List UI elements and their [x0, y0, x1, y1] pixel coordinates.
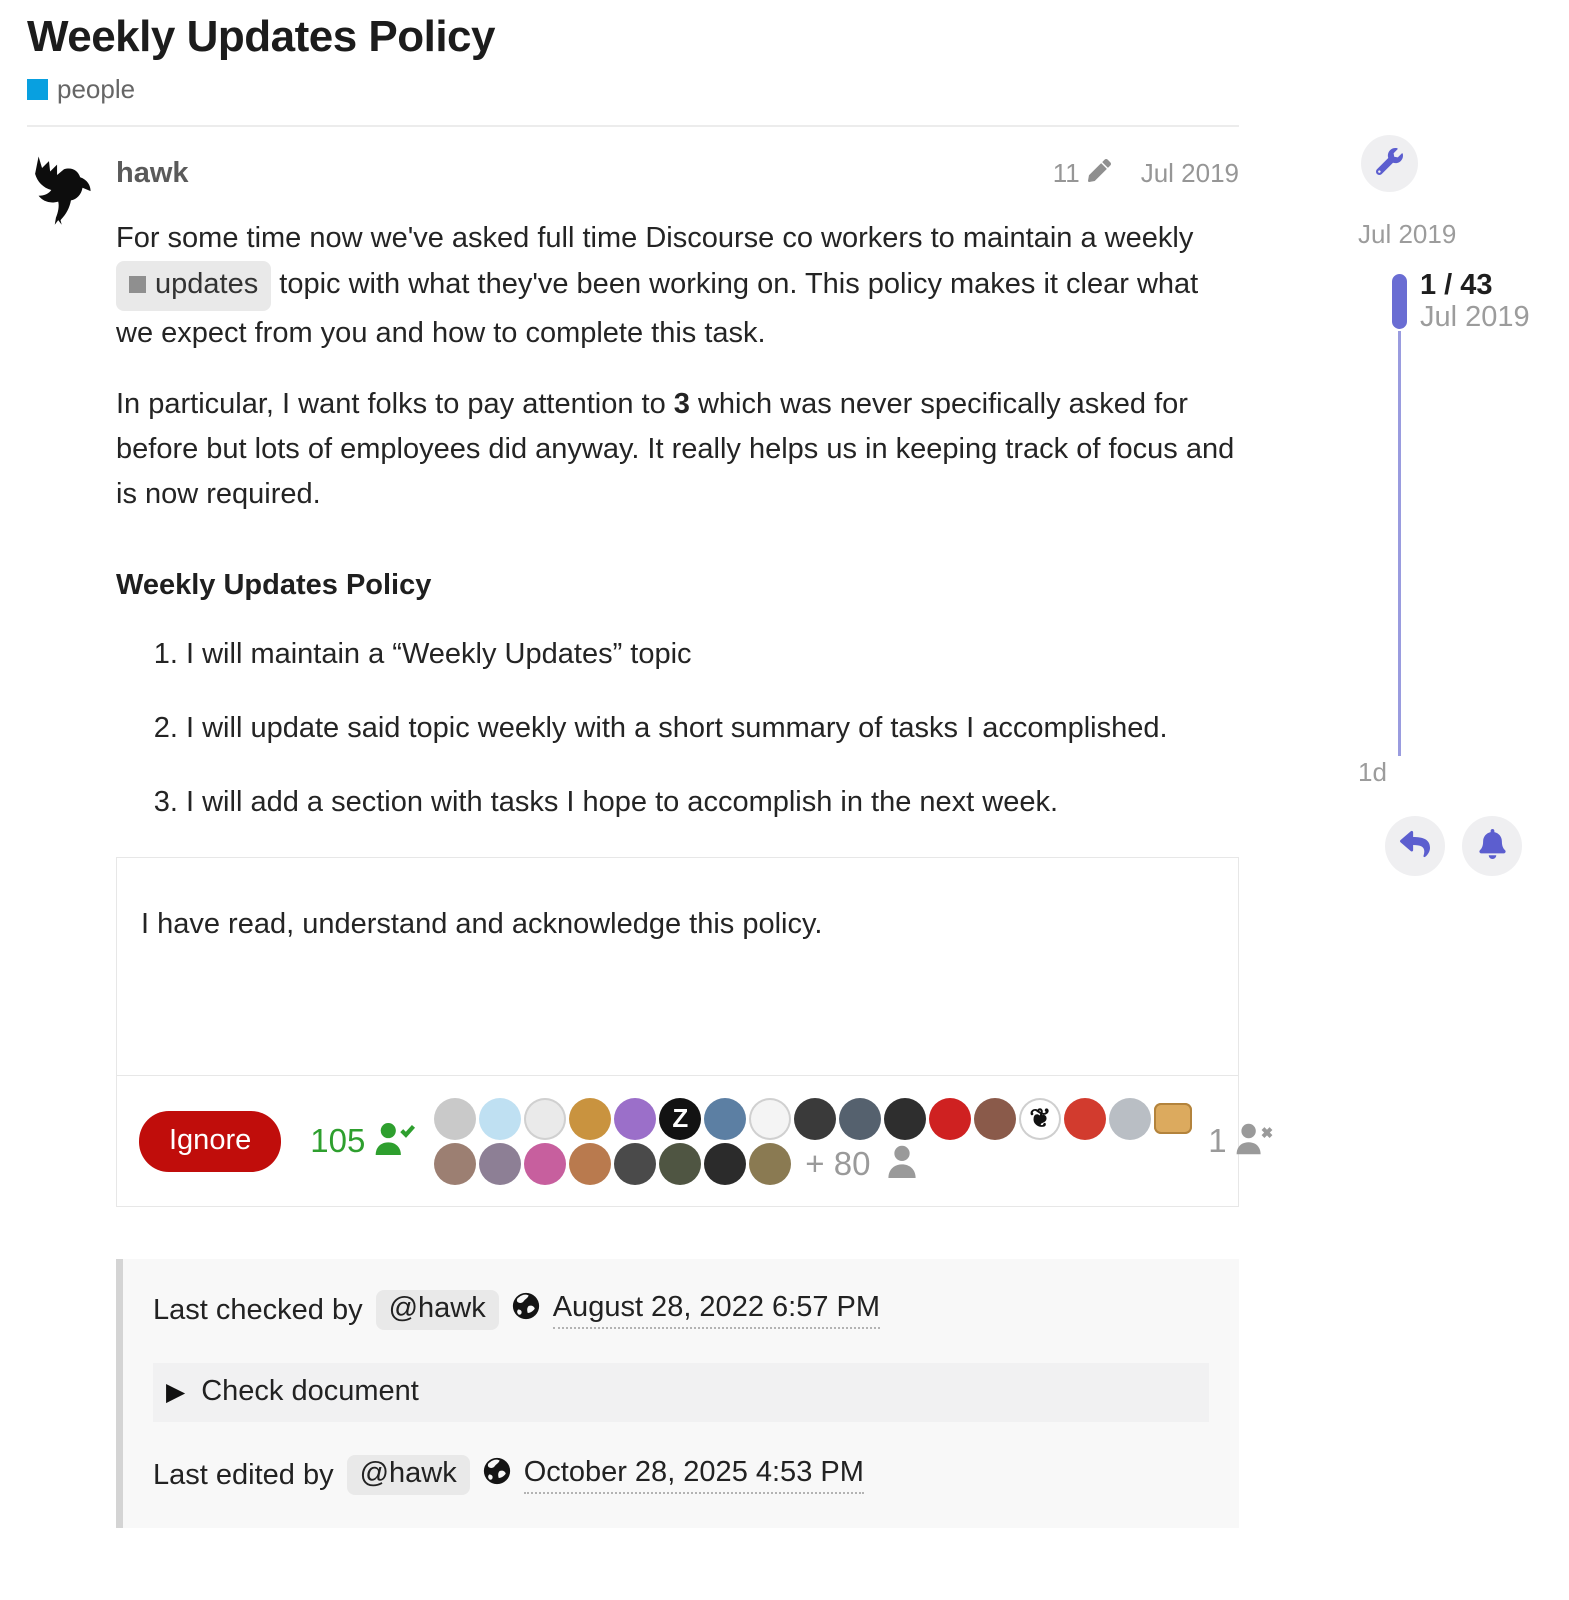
post [27, 153, 1239, 1528]
post-date: Jul 2019 [1140, 158, 1239, 188]
member-avatar[interactable] [1064, 1098, 1106, 1140]
list-item: 2. I will update said topic weekly with a short summary of tasks I accomplished. [186, 706, 1239, 751]
edit-count: 11 [1052, 158, 1080, 188]
member-avatar[interactable] [884, 1098, 926, 1140]
accepted-count: 105 [310, 1122, 366, 1159]
poster-avatar[interactable] [27, 153, 101, 227]
member-avatar[interactable] [704, 1143, 746, 1185]
member-avatar[interactable] [614, 1143, 656, 1185]
member-avatar[interactable] [1154, 1103, 1192, 1134]
avatar-row-1 [434, 1098, 1192, 1140]
member-avatar[interactable] [749, 1143, 791, 1185]
policy-list [116, 632, 1239, 825]
hawk-bird-icon [27, 214, 101, 231]
last-edited-label: Last edited by [153, 1458, 334, 1491]
poster-username[interactable]: hawk [116, 157, 189, 189]
member-avatar[interactable] [749, 1098, 791, 1140]
list-item: 3. I will add a section with tasks I hope to accomplish in the next week. [186, 780, 1239, 825]
post-body [116, 216, 1239, 1528]
timeline-scrubber[interactable] [1392, 274, 1407, 329]
admin-wrench-button[interactable] [1361, 135, 1418, 192]
last-edited-date[interactable]: October 28, 2025 4:53 PM [524, 1456, 864, 1494]
topic-page [27, 12, 1239, 1528]
edited-by-user-mention[interactable]: @hawk [347, 1455, 470, 1495]
timeline-start-date[interactable]: Jul 2019 [1358, 219, 1457, 249]
revoked-count: 1 [1208, 1122, 1227, 1159]
globe-icon [483, 1457, 511, 1493]
member-avatar[interactable] [524, 1143, 566, 1185]
bell-icon [1479, 829, 1506, 864]
ignore-button[interactable]: Ignore [139, 1111, 281, 1172]
tag-square-icon [129, 276, 146, 293]
member-avatar[interactable] [479, 1098, 521, 1140]
revoked-count-button[interactable] [1208, 1121, 1274, 1162]
avatar-row-2 [434, 1143, 791, 1185]
member-avatar[interactable] [479, 1143, 521, 1185]
user-check-icon [374, 1121, 416, 1162]
accepted-avatars [434, 1098, 1192, 1185]
member-avatar[interactable]: ❦ [1019, 1098, 1061, 1140]
member-avatar[interactable] [524, 1098, 566, 1140]
member-avatar[interactable] [569, 1098, 611, 1140]
accepted-count-button[interactable] [310, 1121, 416, 1162]
member-avatar[interactable] [704, 1098, 746, 1140]
last-checked-label: Last checked by [153, 1293, 363, 1326]
notifications-button[interactable] [1462, 816, 1522, 876]
category-label: people [57, 74, 136, 104]
policy-box [116, 857, 1239, 1207]
paragraph-1: For some time now we've asked full time Discourse co workers to maintain a weekly updates topic with what they've been working on. This policy makes it clear what we expect from you and how to complete this task. [116, 222, 1199, 349]
post-header [116, 157, 1239, 190]
topic-divider [27, 125, 1239, 127]
timeline-track[interactable] [1398, 331, 1401, 756]
globe-icon [512, 1292, 540, 1328]
check-document-toggle[interactable] [153, 1363, 1209, 1422]
member-avatar[interactable] [974, 1098, 1016, 1140]
document-meta-quote [116, 1259, 1239, 1528]
check-document-label: Check document [201, 1375, 419, 1407]
member-avatar[interactable] [614, 1098, 656, 1140]
reply-arrow-icon [1400, 829, 1430, 864]
user-silhouette-icon [884, 1144, 920, 1183]
bold-3: 3 [673, 388, 690, 420]
policy-heading: Weekly Updates Policy [116, 569, 432, 601]
timeline-position: 1 / 43 [1420, 269, 1493, 301]
pencil-icon [1088, 158, 1111, 189]
member-avatar[interactable] [434, 1143, 476, 1185]
member-avatar[interactable] [839, 1098, 881, 1140]
timeline-position-date: Jul 2019 [1420, 301, 1530, 333]
policy-footer [117, 1075, 1238, 1206]
wrench-icon [1376, 148, 1403, 180]
more-accepted-count[interactable]: + 80 [805, 1144, 871, 1182]
checked-by-user-mention[interactable]: @hawk [376, 1290, 499, 1330]
user-x-icon [1235, 1121, 1275, 1162]
member-avatar[interactable] [1109, 1098, 1151, 1140]
member-avatar[interactable] [569, 1143, 611, 1185]
list-item: 1. I will maintain a “Weekly Updates” topic [186, 632, 1239, 677]
tag-updates[interactable]: updates [116, 261, 271, 311]
member-avatar[interactable]: Z [659, 1098, 701, 1140]
reply-button[interactable] [1385, 816, 1445, 876]
triangle-right-icon: ▶ [166, 1377, 186, 1406]
policy-statement: I have read, understand and acknowledge this policy. [141, 908, 823, 940]
edit-count-button[interactable] [1053, 158, 1111, 189]
timeline-last-activity[interactable]: 1d [1358, 757, 1387, 787]
category-badge[interactable] [27, 74, 1239, 105]
topic-title: Weekly Updates Policy [27, 12, 495, 61]
paragraph-2: In particular, I want folks to pay attention to 3 which was never specifically asked for before but lots of employees did anyway. It really helps us in keeping track of focus and is now required. [116, 388, 1235, 510]
member-avatar[interactable] [794, 1098, 836, 1140]
member-avatar[interactable] [434, 1098, 476, 1140]
member-avatar[interactable] [659, 1143, 701, 1185]
last-checked-date[interactable]: August 28, 2022 6:57 PM [553, 1291, 880, 1329]
category-color-icon [27, 79, 48, 100]
member-avatar[interactable] [929, 1098, 971, 1140]
